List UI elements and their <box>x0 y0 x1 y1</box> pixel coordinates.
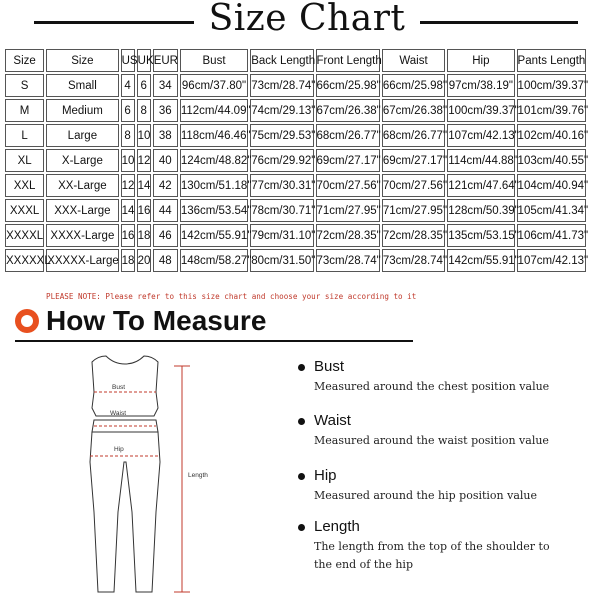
measure-item-name: Waist <box>314 412 351 429</box>
table-header-cell: Size <box>46 49 118 72</box>
table-cell: 68cm/26.77" <box>316 124 380 147</box>
table-cell: 12 <box>121 174 135 197</box>
table-cell: 80cm/31.50" <box>250 249 313 272</box>
table-header-cell: Back Length <box>250 49 313 72</box>
table-cell: 20 <box>137 249 151 272</box>
table-cell: 68cm/26.77" <box>382 124 445 147</box>
table-cell: 38 <box>153 124 178 147</box>
table-cell: 100cm/39.37" <box>447 99 514 122</box>
bullet-icon <box>298 364 305 371</box>
size-note: PLEASE NOTE: Please refer to this size chart and choose your size according to it <box>46 292 417 301</box>
how-to-measure-rule <box>15 340 413 342</box>
table-cell: Large <box>46 124 118 147</box>
table-cell: 70cm/27.56" <box>316 174 380 197</box>
table-cell: S <box>5 74 44 97</box>
table-cell: XXXX-Large <box>46 224 118 247</box>
table-cell: 128cm/50.39" <box>447 199 514 222</box>
measure-item-name: Bust <box>314 358 345 375</box>
table-cell: 97cm/38.19" <box>447 74 514 97</box>
table-cell: Medium <box>46 99 118 122</box>
table-header-cell: Pants Length <box>517 49 586 72</box>
table-cell: XX-Large <box>46 174 118 197</box>
table-cell: 42 <box>153 174 178 197</box>
table-cell: XXX-Large <box>46 199 118 222</box>
bust-label: Bust <box>112 384 126 391</box>
table-cell: 148cm/58.27" <box>180 249 248 272</box>
table-cell: XXXL <box>5 199 44 222</box>
table-cell: 14 <box>121 199 135 222</box>
table-cell: 107cm/42.13" <box>447 124 514 147</box>
table-cell: M <box>5 99 44 122</box>
table-row <box>5 174 586 197</box>
table-cell: 66cm/25.98" <box>382 74 445 97</box>
table-cell: 76cm/29.92" <box>250 149 313 172</box>
measure-item-name: Length <box>314 518 360 535</box>
table-cell: 100cm/39.37" <box>517 74 586 97</box>
table-cell: 75cm/29.53" <box>250 124 313 147</box>
table-row <box>5 149 586 172</box>
measure-item-desc: Measured around the waist position value <box>314 434 549 447</box>
table-cell: 4 <box>121 74 135 97</box>
table-cell: 77cm/30.31" <box>250 174 313 197</box>
length-label: Length <box>188 472 208 479</box>
bullet-icon <box>298 473 305 480</box>
measure-item-desc: Measured around the hip position value <box>314 489 538 502</box>
table-cell: XXXXX-Large <box>46 249 118 272</box>
table-header-cell: Size <box>5 49 44 72</box>
table-cell: XXXXXL <box>5 249 44 272</box>
title-rule-left <box>34 21 194 24</box>
how-to-measure-title: How To Measure <box>46 305 267 336</box>
table-cell: 130cm/51.18" <box>180 174 248 197</box>
table-cell: 96cm/37.80" <box>180 74 248 97</box>
table-cell: X-Large <box>46 149 118 172</box>
table-cell: 40 <box>153 149 178 172</box>
table-header-cell: Hip <box>447 49 514 72</box>
measurement-figure <box>70 352 230 600</box>
table-header-cell: UK <box>137 49 151 72</box>
table-cell: 136cm/53.54" <box>180 199 248 222</box>
table-header-cell: Front Length <box>316 49 380 72</box>
table-cell: 8 <box>121 124 135 147</box>
table-cell: 46 <box>153 224 178 247</box>
table-cell: 105cm/41.34" <box>517 199 586 222</box>
table-cell: 48 <box>153 249 178 272</box>
table-cell: 106cm/41.73" <box>517 224 586 247</box>
measure-item-desc: Measured around the chest position value <box>314 380 550 393</box>
waist-label: Waist <box>110 410 127 417</box>
table-cell: 71cm/27.95" <box>382 199 445 222</box>
table-cell: 72cm/28.35" <box>316 224 380 247</box>
table-header-cell: EUR <box>153 49 178 72</box>
table-cell: 142cm/55.91" <box>180 224 248 247</box>
table-cell: 71cm/27.95" <box>316 199 380 222</box>
table-cell: 112cm/44.09" <box>180 99 248 122</box>
table-cell: 18 <box>121 249 135 272</box>
table-cell: 103cm/40.55" <box>517 149 586 172</box>
size-chart-table <box>3 47 588 274</box>
table-row <box>5 124 586 147</box>
table-cell: 73cm/28.74" <box>250 74 313 97</box>
measure-item-desc: The length from the top of the shoulder to the end of the hip <box>314 540 550 571</box>
table-header-cell: Bust <box>180 49 248 72</box>
table-cell: 121cm/47.64" <box>447 174 514 197</box>
table-row <box>5 224 586 247</box>
table-row <box>5 249 586 272</box>
table-cell: 14 <box>137 174 151 197</box>
table-cell: 69cm/27.17" <box>382 149 445 172</box>
table-cell: 10 <box>137 124 151 147</box>
table-cell: 16 <box>137 199 151 222</box>
table-cell: L <box>5 124 44 147</box>
table-cell: 10 <box>121 149 135 172</box>
table-cell: XXXXL <box>5 224 44 247</box>
table-header-row <box>5 49 586 72</box>
table-cell: 124cm/48.82" <box>180 149 248 172</box>
table-cell: 104cm/40.94" <box>517 174 586 197</box>
table-cell: 73cm/28.74" <box>316 249 380 272</box>
table-cell: 118cm/46.46" <box>180 124 248 147</box>
table-header-cell: Waist <box>382 49 445 72</box>
table-cell: 18 <box>137 224 151 247</box>
table-cell: 73cm/28.74" <box>382 249 445 272</box>
table-cell: 6 <box>121 99 135 122</box>
table-cell: 34 <box>153 74 178 97</box>
table-cell: 135cm/53.15" <box>447 224 514 247</box>
table-cell: XL <box>5 149 44 172</box>
title-rule-right <box>420 21 578 24</box>
table-row <box>5 199 586 222</box>
table-cell: 67cm/26.38" <box>382 99 445 122</box>
table-cell: 67cm/26.38" <box>316 99 380 122</box>
table-cell: 79cm/31.10" <box>250 224 313 247</box>
table-cell: 142cm/55.91" <box>447 249 514 272</box>
table-cell: 74cm/29.13" <box>250 99 313 122</box>
table-row <box>5 99 586 122</box>
table-cell: 6 <box>137 74 151 97</box>
table-cell: 36 <box>153 99 178 122</box>
table-cell: 78cm/30.71" <box>250 199 313 222</box>
table-row <box>5 74 586 97</box>
table-header-cell: US <box>121 49 135 72</box>
circle-bullet-icon <box>15 309 39 333</box>
hip-label: Hip <box>114 446 124 453</box>
table-cell: 12 <box>137 149 151 172</box>
measure-item-name: Hip <box>314 467 337 484</box>
bullet-icon <box>298 418 305 425</box>
page-title: Size Chart <box>208 0 406 39</box>
title-row <box>0 0 600 44</box>
table-cell: 69cm/27.17" <box>316 149 380 172</box>
table-cell: 101cm/39.76" <box>517 99 586 122</box>
table-cell: 72cm/28.35" <box>382 224 445 247</box>
table-cell: XXL <box>5 174 44 197</box>
table-cell: 114cm/44.88" <box>447 149 514 172</box>
table-cell: 66cm/25.98" <box>316 74 380 97</box>
bullet-icon <box>298 524 305 531</box>
table-cell: 16 <box>121 224 135 247</box>
table-cell: 44 <box>153 199 178 222</box>
table-cell: 70cm/27.56" <box>382 174 445 197</box>
table-cell: 102cm/40.16" <box>517 124 586 147</box>
table-cell: Small <box>46 74 118 97</box>
table-cell: 107cm/42.13" <box>517 249 586 272</box>
table-cell: 8 <box>137 99 151 122</box>
